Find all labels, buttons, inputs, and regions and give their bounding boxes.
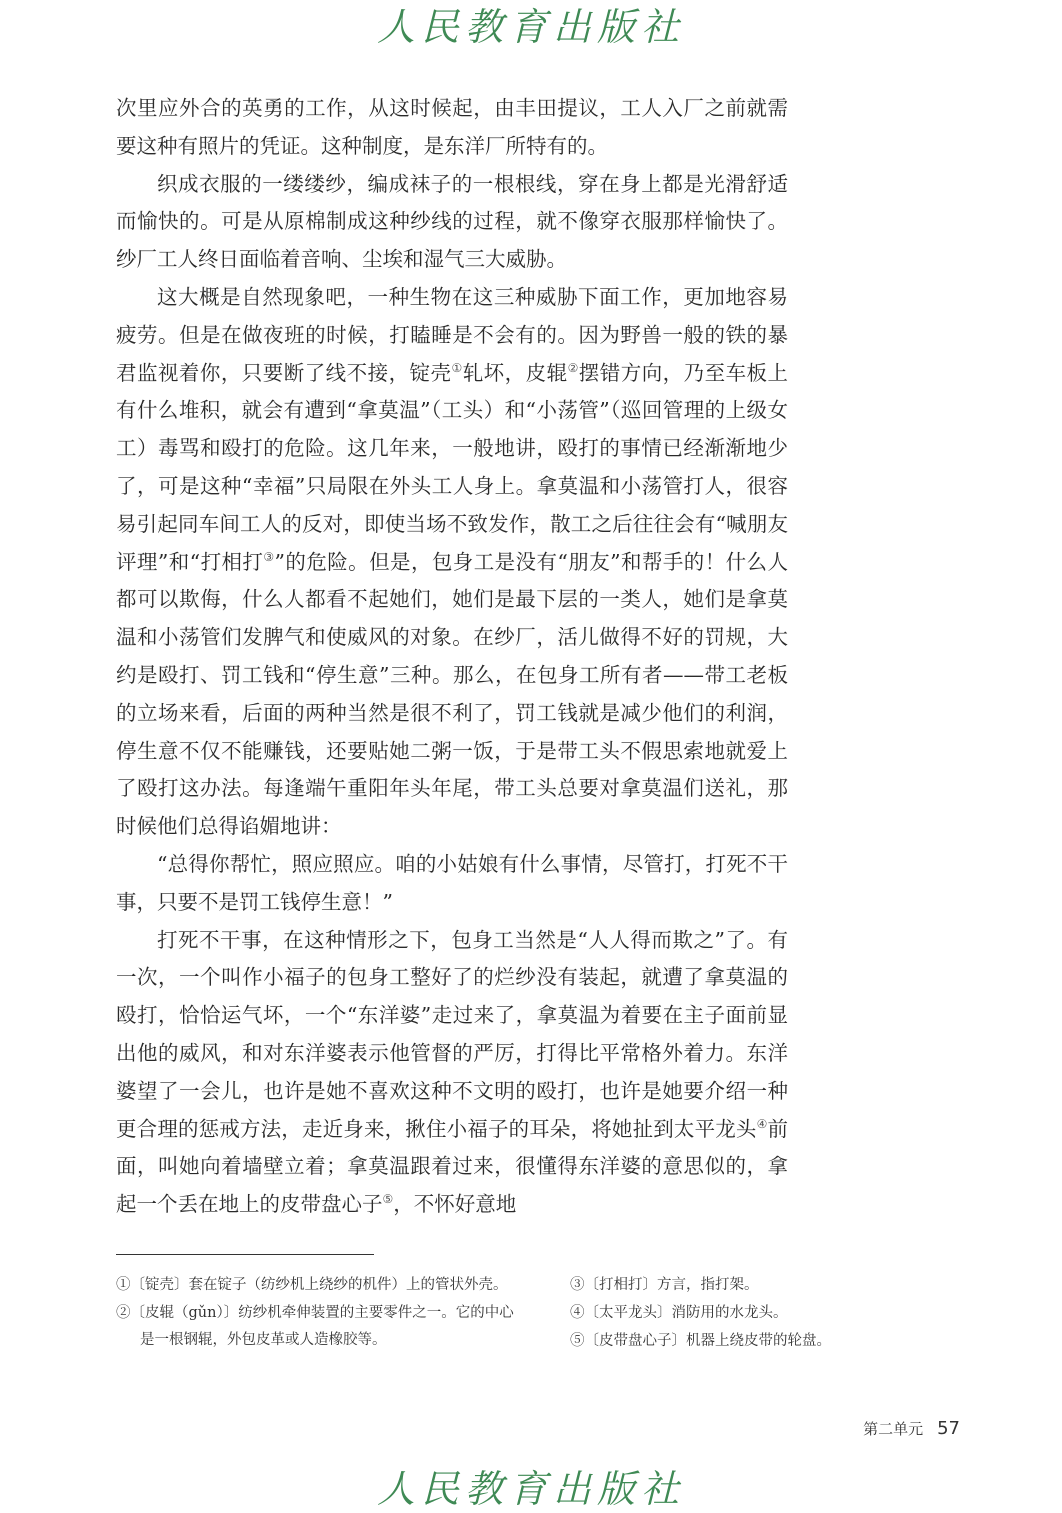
paragraph <box>116 90 788 166</box>
paragraph <box>116 846 788 922</box>
footnote: ③〔打相打〕方言，指打架。 <box>570 1277 759 1293</box>
publisher-logo-top: 人民教育出版社 <box>376 5 685 49</box>
text-segment: “总得你帮忙，照应照应。咱的小姑娘有什么事情，尽管打，打死不干事，只要不是罚工钱停生意！” <box>116 851 788 914</box>
section-label: 第二单元 <box>863 1420 924 1438</box>
footnote: ④〔太平龙头〕消防用的水龙头。 <box>570 1305 788 1321</box>
paragraph <box>116 279 788 846</box>
text-segment: 次里应外合的英勇的工作，从这时候起，由丰田提议，工人入厂之前就需要这种有照片的凭证。这种制度，是东洋厂所特有的。 <box>116 96 788 158</box>
text-segment: 轧坏，皮辊 <box>462 360 568 385</box>
text-segment: 这大概是自然现象吧，一种生物在这三种威胁下面工作，更加地容易疲劳。但是在做夜班的时候，打瞌睡是不会有的。因为野兽一般的铁的暴君监视着你，只要断了线不接，锭壳 <box>116 284 788 385</box>
text-segment: ”的危险。但是，包身工是没有“朋友”和帮手的！什么人都可以欺侮，什么人都看不起她们，她们是最下层的一类人，她们是拿莫温和小荡管们发脾气和使威风的对象。在纱厂，活儿做得不好的罚规，大约是殴打、罚工钱和“停生意”三种。那么，在包身工所有者——带工老板的立场来看，后面的两种当然是很不利了，罚工钱就是减少他们的利润，停生意不仅不能赚钱，还要贴她二粥一饭，于是带工头不假思索地就爱上了殴打这办法。每逢端午重阳年头年尾，带工头总要对拿莫温们送礼，那时候他们总得谄媚地讲： <box>116 549 788 839</box>
footnote-marker: ③ <box>263 549 275 564</box>
footnote-marker: ② <box>567 360 579 375</box>
text-segment: 织成衣服的一缕缕纱，编成袜子的一根根线，穿在身上都是光滑舒适而愉快的。可是从原棉制成这种纱线的过程，就不像穿衣服那样愉快了。纱厂工人终日面临着音响、尘埃和湿气三大威胁。 <box>116 171 788 272</box>
footnote-marker: ⑤ <box>382 1192 394 1207</box>
footnotes-right <box>570 1272 950 1356</box>
main-text <box>116 90 788 1224</box>
footnote-divider <box>116 1254 374 1255</box>
footnote-marker: ④ <box>756 1116 768 1131</box>
text-segment: ，不怀好意地 <box>393 1192 517 1217</box>
paragraph <box>116 166 788 279</box>
page-footer <box>863 1418 960 1439</box>
publisher-logo-bottom: 人民教育出版社 <box>376 1467 685 1511</box>
footnote: ②〔皮辊（gǔn）〕纺纱机牵伸装置的主要零件之一。它的中心是一根钢辊，外包皮革或人造橡胶等。 <box>116 1305 514 1348</box>
paragraph <box>116 922 788 1224</box>
text-segment: 打死不干事，在这种情形之下，包身工当然是“人人得而欺之”了。有一次，一个叫作小福子的包身工整好了的烂纱没有装起，就遭了拿莫温的殴打，恰恰运气坏，一个“东洋婆”走过来了，拿莫温为着要在主子面前显出他的威风，和对东洋婆表示他管督的严厉，打得比平常格外着力。东洋婆望了一会儿，也许是她不喜欢这种不文明的殴打，也许是她要介绍一种更合理的惩戒方法，走近身来，揪住小福子的耳朵，将她扯到太平龙头 <box>116 927 788 1141</box>
footnote-marker: ① <box>451 360 463 375</box>
page-number: 57 <box>937 1418 960 1439</box>
footnote: ⑤〔皮带盘心子〕机器上绕皮带的轮盘。 <box>570 1333 831 1349</box>
footnote: ①〔锭壳〕套在锭子（纺纱机上绕纱的机件）上的管状外壳。 <box>116 1277 508 1293</box>
footnotes-left <box>116 1272 516 1355</box>
text-segment: 前面，叫她向着墙壁立着；拿莫温跟着过来，很懂得东洋婆的意思似的，拿起一个丢在地上的皮带盘心子 <box>116 1116 788 1217</box>
text-segment: 摆错方向，乃至车板上有什么堆积，就会有遭到“拿莫温”（工头）和“小荡管”（巡回管理的上级女工）毒骂和殴打的危险。这几年来，一般地讲，殴打的事情已经渐渐地少了，可是这种“幸福”只局限在外头工人身上。拿莫温和小荡管打人，很容易引起同车间工人的反对，即使当场不致发作，散工之后往往会有“喊朋友评理”和“打相打 <box>116 360 789 574</box>
